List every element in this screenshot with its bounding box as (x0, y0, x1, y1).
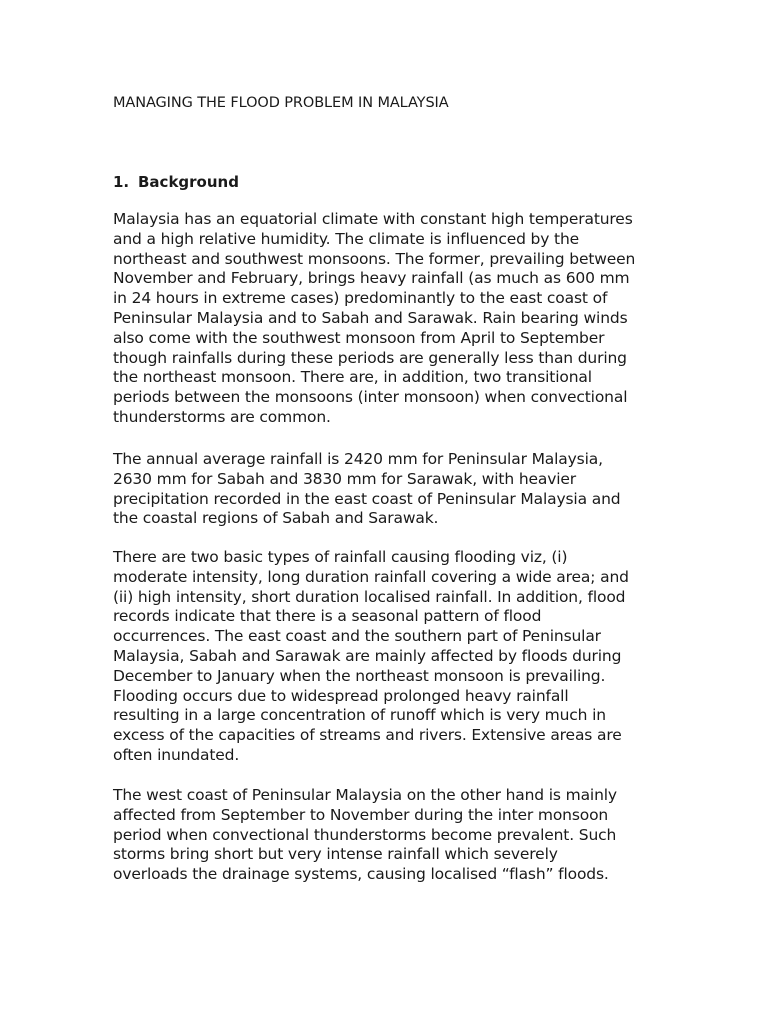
text-line: though rainfalls during these periods are generally less than during (113, 348, 627, 367)
text-line: occurrences. The east coast and the southern part of Peninsular (113, 627, 601, 646)
text-line: the coastal regions of Sabah and Sarawak. (113, 509, 439, 528)
text-line: (ii) high intensity, short duration localised rainfall. In addition, flood (113, 587, 626, 606)
text-line: often inundated. (113, 745, 240, 764)
text-line: 2630 mm for Sabah and 3830 mm for Sarawak, with heavier (113, 469, 577, 488)
text-line: records indicate that there is a seasonal pattern of flood (113, 607, 542, 626)
document-title: MANAGING THE FLOOD PROBLEM IN MALAYSIA (113, 95, 449, 111)
text-line: Flooding occurs due to widespread prolonged heavy rainfall (113, 686, 569, 705)
text-line: excess of the capacities of streams and rivers. Extensive areas are (113, 726, 622, 745)
text-line: affected from September to November during the inter monsoon (113, 805, 609, 824)
section-heading (113, 172, 239, 192)
text-line: overloads the drainage systems, causing localised “flash” floods. (113, 865, 609, 884)
text-line: storms bring short but very intense rainfall which severely (113, 845, 558, 864)
text-line: precipitation recorded in the east coast of Peninsular Malaysia and (113, 489, 621, 508)
text-line: also come with the southwest monsoon from April to September (113, 328, 605, 347)
text-line: in 24 hours in extreme cases) predominantly to the east coast of (113, 289, 608, 308)
text-line: November and February, brings heavy rainfall (as much as 600 mm (113, 269, 630, 288)
text-line: The annual average rainfall is 2420 mm for Peninsular Malaysia, (113, 450, 603, 468)
text-line: Malaysia, Sabah and Sarawak are mainly affected by floods during (113, 646, 622, 665)
text-line: Malaysia has an equatorial climate with constant high temperatures (113, 210, 633, 228)
paragraph-climate (113, 210, 658, 428)
text-line: northeast and southwest monsoons. The former, prevailing between (113, 249, 636, 268)
text-line: moderate intensity, long duration rainfall covering a wide area; and (113, 567, 629, 586)
paragraph-west-coast (113, 786, 658, 885)
paragraph-rainfall-types (113, 548, 658, 766)
text-line: December to January when the northeast monsoon is prevailing. (113, 666, 606, 685)
text-line: The west coast of Peninsular Malaysia on the other hand is mainly (113, 786, 617, 804)
text-line: Peninsular Malaysia and to Sabah and Sarawak. Rain bearing winds (113, 308, 628, 327)
text-line: resulting in a large concentration of runoff which is very much in (113, 706, 606, 725)
text-line: period when convectional thunderstorms become prevalent. Such (113, 825, 617, 844)
text-line: the northeast monsoon. There are, in addition, two transitional (113, 368, 592, 387)
text-line: and a high relative humidity. The climate is influenced by the (113, 229, 580, 248)
section-number: 1. (113, 173, 130, 191)
text-line: thunderstorms are common. (113, 407, 331, 426)
paragraph-annual-rainfall (113, 450, 658, 529)
text-line: periods between the monsoons (inter monsoon) when convectional (113, 388, 628, 407)
section-heading-text: Background (138, 173, 239, 191)
text-line: There are two basic types of rainfall causing flooding viz, (i) (113, 548, 568, 566)
